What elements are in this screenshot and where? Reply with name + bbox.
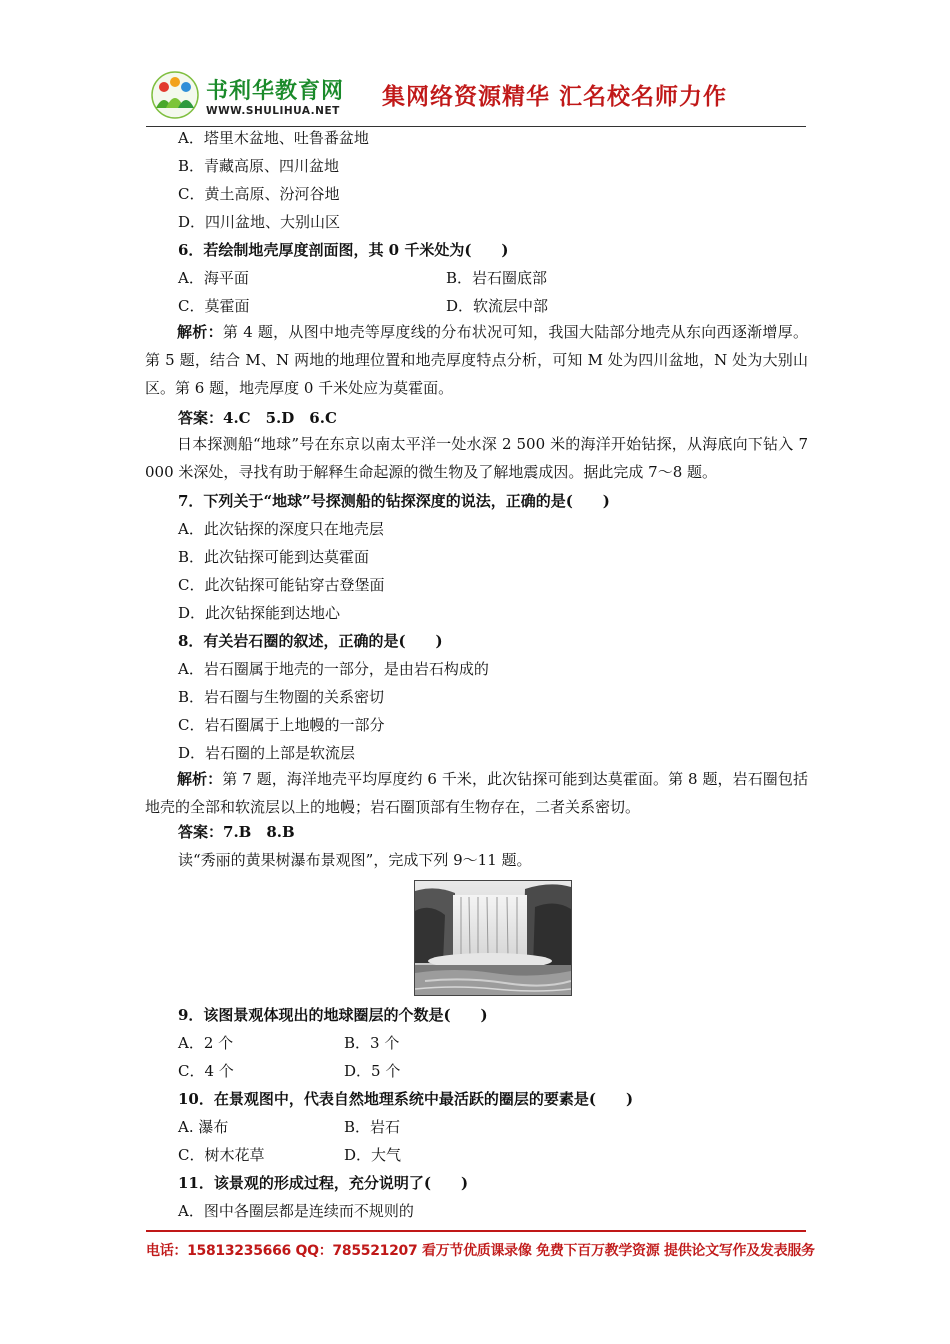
analysis-label: 解析： — [177, 323, 223, 341]
waterfall-photo — [414, 880, 572, 996]
q7-option-b: B．此次钻探可能到达莫霍面 — [178, 548, 370, 566]
brand-url: WWW.SHULIHUA.NET — [206, 105, 340, 117]
q6-option-d: D．软流层中部 — [446, 297, 549, 315]
answer-label: 答案： — [178, 823, 224, 841]
footer-divider — [146, 1230, 806, 1232]
waterfall-image — [415, 881, 571, 995]
q5-option-d: D．四川盆地、大别山区 — [178, 213, 341, 231]
q5-option-b: B．青藏高原、四川盆地 — [178, 157, 340, 175]
q9-option-c: C．4 个 — [178, 1062, 234, 1080]
passage-9-11: 读“秀丽的黄果树瀑布景观图”，完成下列 9～11 题。 — [178, 851, 532, 869]
q9-option-a: A．2 个 — [178, 1034, 234, 1052]
answer-text: 7.B 8.B — [223, 823, 295, 841]
q10-option-b: B．岩石 — [344, 1118, 401, 1136]
brand-name: 书利华教育网 — [206, 79, 345, 104]
logo-people-icon — [150, 70, 200, 120]
q9-option-b: B．3 个 — [344, 1034, 400, 1052]
q6-option-a: A．海平面 — [178, 269, 249, 287]
header-divider — [146, 126, 806, 127]
analysis-4-6 — [145, 318, 808, 402]
q11-stem: 11．该景观的形成过程，充分说明了( ) — [178, 1174, 469, 1192]
answer-4-6 — [178, 408, 337, 428]
passage-7-8: 日本探测船“地球”号在东京以南太平洋一处水深 2 500 米的海洋开始钻探，从海底向下钻入 7 000 米深处，寻找有助于解释生命起源的微生物及了解地震成因。据此完成 7～8 题。 — [145, 435, 808, 481]
q8-option-a: A．岩石圈属于地壳的一部分，是由岩石构成的 — [178, 660, 489, 678]
answer-label: 答案： — [178, 409, 224, 427]
q6-stem: 6．若绘制地壳厚度剖面图，其 0 千米处为( ) — [178, 241, 509, 259]
q7-option-a: A．此次钻探的深度只在地壳层 — [178, 520, 384, 538]
q8-option-c: C．岩石圈属于上地幔的一部分 — [178, 716, 385, 734]
q10-option-a: A. 瀑布 — [178, 1118, 229, 1136]
q6-option-c: C．莫霍面 — [178, 297, 250, 315]
q9-stem: 9．该图景观体现出的地球圈层的个数是( ) — [178, 1006, 488, 1024]
analysis-7-8 — [145, 765, 808, 821]
analysis-text: 第 7 题，海洋地壳平均厚度约 6 千米，此次钻探可能到达莫霍面。第 8 题，岩石圈包括地壳的全部和软流层以上的地幔；岩石圈顶部有生物存在，二者关系密切。 — [145, 770, 808, 816]
q10-option-c: C．树木花草 — [178, 1146, 265, 1164]
answer-7-8 — [178, 822, 295, 842]
q8-option-d: D．岩石圈的上部是软流层 — [178, 744, 356, 762]
q7-option-c: C．此次钻探可能钻穿古登堡面 — [178, 576, 385, 594]
q5-option-c: C．黄土高原、汾河谷地 — [178, 185, 340, 203]
analysis-text: 第 4 题，从图中地壳等厚度线的分布状况可知，我国大陆部分地壳从东向西逐渐增厚。第 5 题，结合 M、N 两地的地理位置和地壳厚度特点分析，可知 M 处为四川盆地，N 处为大别山区。第 6 题，地壳厚度 0 千米处应为莫霍面。 — [145, 323, 808, 397]
q5-option-a: A．塔里木盆地、吐鲁番盆地 — [178, 129, 369, 147]
q7-option-d: D．此次钻探能到达地心 — [178, 604, 341, 622]
q11-option-a: A．图中各圈层都是连续而不规则的 — [178, 1202, 414, 1220]
q7-stem: 7．下列关于“地球”号探测船的钻探深度的说法，正确的是( ) — [178, 492, 610, 510]
analysis-label: 解析： — [177, 770, 223, 788]
q8-option-b: B．岩石圈与生物圈的关系密切 — [178, 688, 385, 706]
q10-option-d: D．大气 — [344, 1146, 402, 1164]
header-slogan: 集网络资源精华 汇名校名师力作 — [382, 84, 728, 110]
q6-option-b: B．岩石圈底部 — [446, 269, 548, 287]
answer-text: 4.C 5.D 6.C — [223, 409, 337, 427]
page-header — [148, 68, 808, 128]
q9-option-d: D．5 个 — [344, 1062, 401, 1080]
q10-stem: 10．在景观图中，代表自然地理系统中最活跃的圈层的要素是( ) — [178, 1090, 634, 1108]
q8-stem: 8．有关岩石圈的叙述，正确的是( ) — [178, 632, 443, 650]
footer-contact: 电话：15813235666 QQ：785521207 看万节优质课录像 免费下百万教学资源 提供论文写作及发表服务 — [146, 1243, 815, 1259]
